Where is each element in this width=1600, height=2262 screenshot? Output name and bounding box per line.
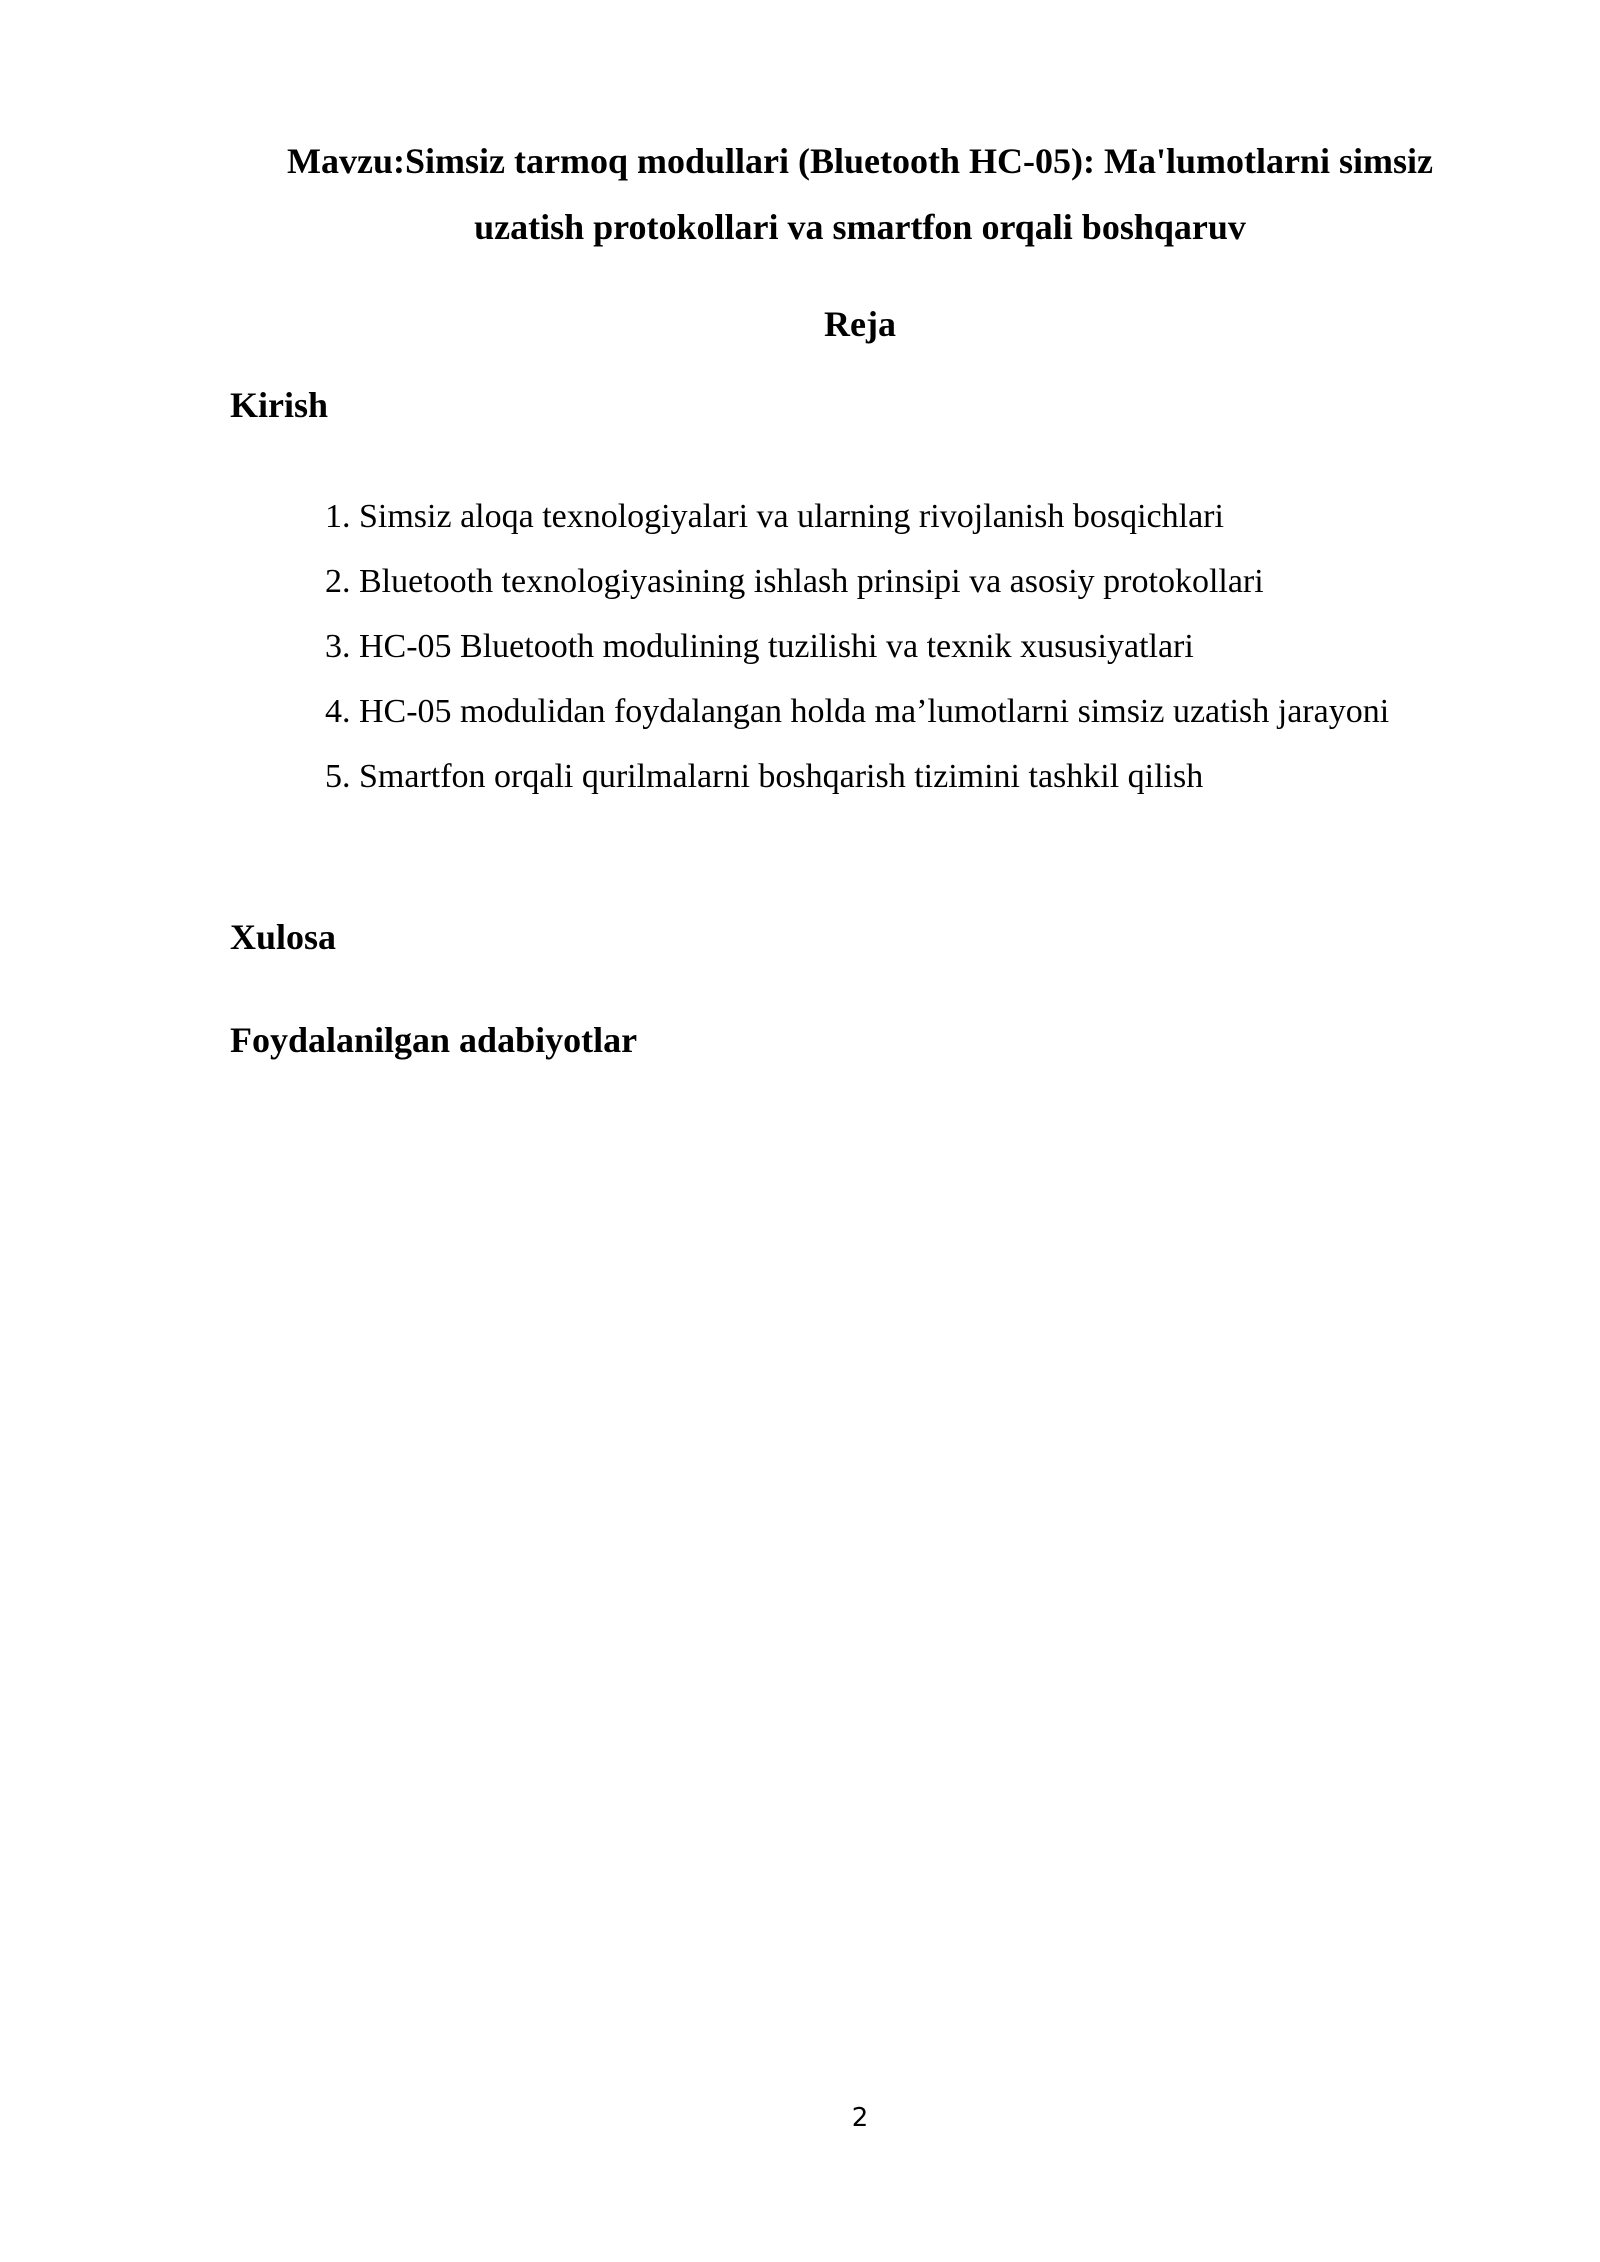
plan-heading: Reja — [824, 304, 896, 344]
plan-item-5: 5. Smartfon orqali qurilmalarni boshqarish tizimini tashkil qilish — [325, 758, 1204, 795]
references-heading: Foydalanilgan adabiyotlar — [230, 1020, 638, 1060]
plan-list — [230, 484, 1490, 809]
plan-item-1: 1. Simsiz aloqa texnologiyalari va ularning rivojlanish bosqichlari — [325, 498, 1224, 535]
intro-heading: Kirish — [230, 385, 329, 425]
plan-item-3: 3. HC-05 Bluetooth modulining tuzilishi va texnik xususiyatlari — [325, 628, 1194, 665]
title-line-1: Mavzu:Simsiz tarmoq modullari (Bluetooth HC-05): Ma'lumotlarni simsiz — [287, 141, 1433, 181]
plan-item-2: 2. Bluetooth texnologiyasining ishlash prinsipi va asosiy protokollari — [325, 563, 1264, 600]
document-title — [230, 128, 1490, 260]
title-line-2: uzatish protokollari va smartfon orqali boshqaruv — [474, 207, 1246, 247]
plan-item-4: 4. HC-05 modulidan foydalangan holda ma’lumotlarni simsiz uzatish jarayoni — [325, 693, 1390, 730]
conclusion-heading: Xulosa — [230, 917, 337, 957]
page-number: 2 — [851, 2103, 869, 2133]
